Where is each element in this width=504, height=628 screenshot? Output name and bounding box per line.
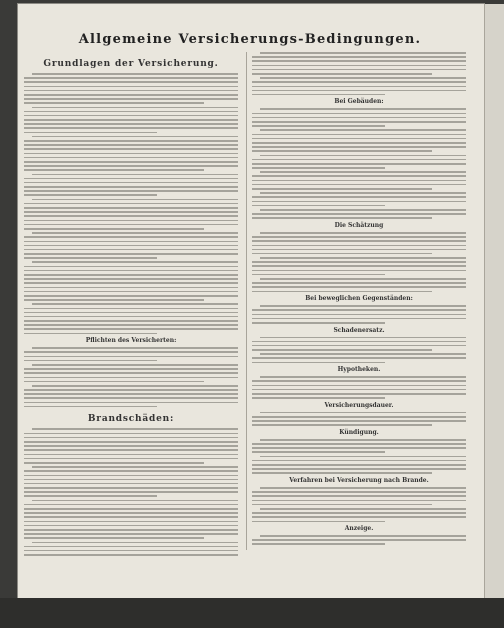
text-line xyxy=(24,437,238,439)
text-line xyxy=(252,86,466,88)
section-heading: Versicherungsdauer. xyxy=(324,401,394,409)
section-heading: Anzeige. xyxy=(344,525,374,533)
text-line xyxy=(260,257,466,259)
text-line xyxy=(24,228,204,230)
section-heading: Bei beweglichen Gegenständen: xyxy=(305,295,413,303)
text-line xyxy=(252,81,466,83)
text-line xyxy=(24,224,238,226)
text-line xyxy=(252,393,466,395)
text-paragraph xyxy=(252,232,466,255)
text-paragraph xyxy=(252,108,466,126)
text-line xyxy=(24,308,238,310)
text-line xyxy=(24,249,238,251)
right-column xyxy=(252,52,466,556)
text-line xyxy=(24,140,238,142)
text-line xyxy=(24,291,238,293)
text-line xyxy=(24,77,238,79)
text-line xyxy=(252,464,466,466)
text-paragraph xyxy=(252,171,466,189)
text-paragraph xyxy=(24,428,238,463)
text-line xyxy=(252,134,466,136)
adjacent-page-edge xyxy=(484,4,504,598)
text-line xyxy=(24,550,238,552)
text-line xyxy=(24,132,157,134)
text-line xyxy=(24,245,238,247)
text-line xyxy=(24,211,238,213)
text-line xyxy=(252,447,466,449)
text-line xyxy=(24,454,238,456)
text-line xyxy=(252,69,466,71)
text-line xyxy=(24,397,238,399)
text-paragraph xyxy=(252,278,466,292)
text-line xyxy=(252,196,466,198)
text-line xyxy=(24,368,238,370)
text-line xyxy=(252,94,385,96)
text-line xyxy=(24,320,238,322)
text-line xyxy=(260,439,466,441)
text-line xyxy=(24,186,238,188)
text-line xyxy=(252,491,466,493)
text-line xyxy=(252,163,466,165)
text-line xyxy=(252,543,385,545)
text-line xyxy=(24,360,157,362)
text-line xyxy=(260,192,466,194)
text-line xyxy=(24,516,238,518)
section-heading: Hypotheken. xyxy=(337,366,381,374)
text-line xyxy=(252,424,432,426)
text-line xyxy=(24,287,238,289)
text-line xyxy=(24,282,238,284)
text-line xyxy=(252,159,466,161)
text-paragraph xyxy=(252,353,466,363)
text-line xyxy=(252,460,466,462)
text-line xyxy=(24,333,157,335)
text-paragraph xyxy=(252,209,466,219)
text-line xyxy=(24,266,238,268)
text-line xyxy=(252,472,432,474)
text-line xyxy=(252,121,466,123)
text-line xyxy=(252,291,432,293)
text-line xyxy=(24,278,238,280)
text-line xyxy=(24,324,238,326)
text-line xyxy=(252,180,466,182)
text-line xyxy=(24,445,238,447)
text-line xyxy=(252,113,466,115)
text-paragraph xyxy=(24,199,238,230)
text-line xyxy=(252,90,466,92)
text-line xyxy=(252,201,466,203)
text-line xyxy=(24,207,238,209)
text-line xyxy=(32,542,238,544)
text-paragraph xyxy=(252,439,466,453)
text-line xyxy=(32,199,238,201)
text-line xyxy=(260,508,466,510)
text-line xyxy=(24,182,238,184)
text-line xyxy=(252,205,385,207)
text-line xyxy=(32,385,238,387)
text-line xyxy=(24,153,238,155)
text-line xyxy=(32,466,238,468)
text-line xyxy=(24,102,204,104)
text-paragraph xyxy=(24,174,238,197)
text-line xyxy=(24,316,238,318)
text-line xyxy=(32,232,238,234)
text-line xyxy=(252,217,432,219)
text-line xyxy=(24,111,238,113)
text-line xyxy=(252,309,466,311)
text-line xyxy=(252,56,466,58)
text-line xyxy=(252,389,466,391)
text-line xyxy=(252,261,466,263)
text-line xyxy=(24,495,157,497)
text-paragraph xyxy=(24,136,238,171)
text-line xyxy=(24,521,238,523)
text-paragraph xyxy=(252,456,466,474)
text-line xyxy=(24,144,238,146)
text-line xyxy=(252,138,466,140)
text-paragraph xyxy=(252,52,466,75)
text-line xyxy=(32,73,238,75)
text-paragraph xyxy=(252,155,466,169)
text-paragraph xyxy=(252,412,466,426)
text-line xyxy=(260,535,466,537)
text-line xyxy=(24,406,157,408)
text-paragraph xyxy=(24,232,238,259)
text-line xyxy=(24,328,238,330)
text-line xyxy=(252,345,466,347)
text-line xyxy=(24,270,238,272)
text-line xyxy=(24,512,238,514)
text-paragraph xyxy=(24,73,238,104)
text-line xyxy=(24,462,204,464)
section-heading: Brandschäden: xyxy=(87,414,175,425)
text-line xyxy=(252,282,466,284)
text-line xyxy=(24,554,238,556)
text-line xyxy=(32,347,238,349)
text-line xyxy=(24,119,238,121)
text-line xyxy=(32,136,238,138)
text-line xyxy=(32,500,238,502)
text-line xyxy=(32,303,238,305)
text-line xyxy=(24,372,238,374)
text-line xyxy=(252,117,466,119)
text-line xyxy=(24,257,157,259)
text-line xyxy=(24,123,238,125)
text-line xyxy=(252,322,385,324)
text-paragraph xyxy=(24,364,238,382)
text-line xyxy=(24,165,238,167)
text-line xyxy=(24,236,238,238)
text-line xyxy=(260,108,466,110)
text-line xyxy=(252,245,466,247)
text-line xyxy=(32,174,238,176)
text-line xyxy=(252,495,466,497)
document-headline: Allgemeine Versicherungs-Bedingungen. xyxy=(78,32,422,47)
text-line xyxy=(24,546,238,548)
section-heading: Schadenersatz. xyxy=(333,326,385,334)
text-line xyxy=(24,86,238,88)
text-line xyxy=(252,150,432,152)
text-paragraph xyxy=(24,261,238,300)
text-paragraph xyxy=(252,77,466,95)
text-line xyxy=(252,349,432,351)
text-line xyxy=(252,146,466,148)
text-line xyxy=(252,416,466,418)
section-heading: Grundlagen der Versicherung. xyxy=(43,59,219,69)
text-line xyxy=(260,376,466,378)
text-line xyxy=(24,381,204,383)
section-heading: Verfahren bei Versicherung nach Brande. xyxy=(289,477,429,484)
text-line xyxy=(32,261,238,263)
section-heading: Die Schätzung xyxy=(334,221,384,229)
text-line xyxy=(24,433,238,435)
text-line xyxy=(260,52,466,54)
text-paragraph xyxy=(252,376,466,399)
text-line xyxy=(252,184,466,186)
left-column xyxy=(24,52,238,556)
text-line xyxy=(252,341,466,343)
scan-background xyxy=(0,598,504,628)
text-line xyxy=(252,249,466,251)
text-line xyxy=(24,157,238,159)
text-line xyxy=(24,161,238,163)
text-paragraph xyxy=(24,466,238,497)
text-line xyxy=(260,171,466,173)
text-line xyxy=(252,443,466,445)
text-line xyxy=(252,420,466,422)
text-line xyxy=(252,125,385,127)
text-line xyxy=(24,458,238,460)
text-line xyxy=(24,449,238,451)
section-heading: Pflichten des Versicherten: xyxy=(85,337,177,345)
text-paragraph xyxy=(24,385,238,408)
text-line xyxy=(24,203,238,205)
text-line xyxy=(24,351,238,353)
text-line xyxy=(32,428,238,430)
text-line xyxy=(24,389,238,391)
text-line xyxy=(24,529,238,531)
text-line xyxy=(24,525,238,527)
text-line xyxy=(252,397,385,399)
text-line xyxy=(252,175,466,177)
text-line xyxy=(252,65,466,67)
text-line xyxy=(252,318,466,320)
text-paragraph xyxy=(252,257,466,275)
text-line xyxy=(252,512,466,514)
text-line xyxy=(252,265,466,267)
text-line xyxy=(252,240,466,242)
text-line xyxy=(252,468,466,470)
column-divider xyxy=(246,52,247,550)
text-line xyxy=(252,270,466,272)
text-line xyxy=(24,479,238,481)
text-paragraph xyxy=(24,347,238,361)
section-heading: Bei Gebäuden: xyxy=(334,98,384,106)
text-line xyxy=(252,380,466,382)
text-line xyxy=(24,215,238,217)
text-paragraph xyxy=(24,542,238,557)
text-line xyxy=(260,353,466,355)
text-line xyxy=(24,127,238,129)
text-line xyxy=(24,470,238,472)
text-line xyxy=(260,487,466,489)
text-line xyxy=(24,299,204,301)
text-line xyxy=(252,236,466,238)
text-paragraph xyxy=(24,107,238,134)
text-line xyxy=(24,402,238,404)
text-paragraph xyxy=(252,337,466,351)
text-line xyxy=(24,441,238,443)
text-line xyxy=(24,377,238,379)
text-paragraph xyxy=(252,129,466,152)
text-line xyxy=(252,504,432,506)
text-paragraph xyxy=(252,508,466,522)
text-line xyxy=(260,77,466,79)
text-line xyxy=(24,90,238,92)
text-line xyxy=(252,385,466,387)
text-line xyxy=(252,73,432,75)
text-line xyxy=(24,169,204,171)
text-line xyxy=(24,81,238,83)
text-paragraph xyxy=(252,487,466,505)
text-line xyxy=(252,314,466,316)
text-line xyxy=(24,475,238,477)
text-line xyxy=(260,305,466,307)
text-line xyxy=(24,487,238,489)
text-line xyxy=(260,412,466,414)
text-line xyxy=(32,107,238,109)
text-line xyxy=(252,60,466,62)
text-paragraph xyxy=(24,500,238,539)
text-line xyxy=(252,286,466,288)
text-line xyxy=(24,178,238,180)
text-line xyxy=(24,115,238,117)
text-line xyxy=(252,500,466,502)
text-line xyxy=(24,533,238,535)
text-line xyxy=(260,155,466,157)
text-line xyxy=(24,220,238,222)
text-paragraph xyxy=(24,303,238,334)
text-line xyxy=(260,456,466,458)
text-line xyxy=(260,278,466,280)
text-line xyxy=(24,241,238,243)
text-line xyxy=(260,337,466,339)
text-line xyxy=(252,142,466,144)
text-line xyxy=(24,295,238,297)
text-line xyxy=(24,537,204,539)
text-line xyxy=(252,539,466,541)
text-line xyxy=(32,364,238,366)
text-line xyxy=(24,312,238,314)
text-line xyxy=(252,362,385,364)
text-line xyxy=(252,516,466,518)
text-line xyxy=(24,148,238,150)
text-line xyxy=(24,356,238,358)
text-line xyxy=(24,98,238,100)
text-line xyxy=(24,508,238,510)
text-line xyxy=(252,451,385,453)
text-line xyxy=(24,274,238,276)
section-heading: Kündigung. xyxy=(339,428,379,436)
text-paragraph xyxy=(252,192,466,206)
text-paragraph xyxy=(252,535,466,545)
text-line xyxy=(24,190,238,192)
text-line xyxy=(24,194,157,196)
text-line xyxy=(252,274,385,276)
text-paragraph xyxy=(252,305,466,323)
text-line xyxy=(24,94,238,96)
text-line xyxy=(24,253,238,255)
text-line xyxy=(24,483,238,485)
text-line xyxy=(24,491,238,493)
text-line xyxy=(24,504,238,506)
text-line xyxy=(252,167,385,169)
text-line xyxy=(252,357,466,359)
text-line xyxy=(24,393,238,395)
text-line xyxy=(252,213,466,215)
text-line xyxy=(260,209,466,211)
text-line xyxy=(252,521,385,523)
text-line xyxy=(260,129,466,131)
text-line xyxy=(252,253,432,255)
text-line xyxy=(260,232,466,234)
text-line xyxy=(252,188,432,190)
